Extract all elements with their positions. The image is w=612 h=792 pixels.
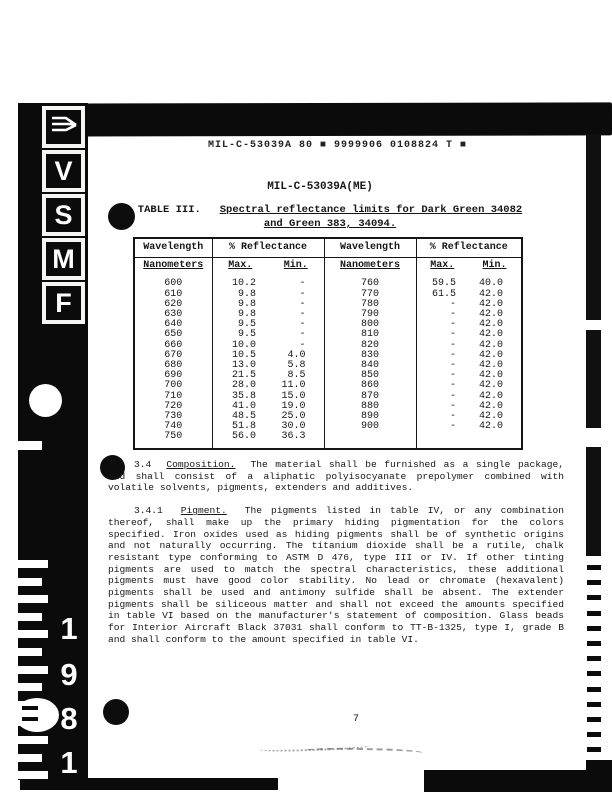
table-row	[134, 290, 522, 300]
body-paragraphs	[108, 459, 564, 657]
table-cell: 4.0	[268, 351, 324, 361]
table-row	[134, 320, 522, 330]
table-cell: 42.0	[479, 400, 504, 412]
table-cell: 42.0	[479, 319, 504, 331]
para-number: 3.4	[134, 459, 152, 470]
table-cell: 740	[134, 422, 212, 432]
table-cell: -	[268, 320, 324, 330]
table-cell: 21.5	[231, 370, 256, 382]
para-text: The material shall be furnished as a single package, and shall consist of a aliphatic polyisocyanate prepolymer combined with volatile solvents, pigments, extenders and additives.	[108, 459, 565, 494]
table-cell: 9.5	[237, 319, 256, 331]
table-cell: -	[268, 330, 324, 340]
film-bottom-band-right	[424, 770, 612, 792]
table-cell: -	[450, 349, 457, 361]
subheader-max-2: Max.	[430, 260, 455, 272]
table-cell: 42.0	[479, 380, 504, 392]
table-cell: -	[450, 411, 457, 423]
para-heading: Composition.	[166, 459, 236, 470]
table-header-row	[134, 238, 522, 258]
col-header-reflectance-1: % Reflectance	[212, 238, 324, 258]
film-notch	[18, 441, 42, 450]
page-number: 7	[352, 714, 359, 725]
table-cell: 610	[134, 290, 212, 300]
year-digit-8: 8	[60, 701, 78, 736]
table-cell: -	[450, 421, 457, 433]
paragraph-3-4-1	[108, 505, 564, 645]
film-top-band	[40, 102, 612, 136]
table-cell: 870	[324, 392, 416, 402]
table-cell: 890	[324, 412, 416, 422]
table-cell: -	[268, 276, 324, 289]
table-cell: 620	[134, 300, 212, 310]
para-heading: Pigment.	[180, 505, 227, 517]
table-cell: 10.5	[231, 349, 256, 361]
table-cell: -	[450, 390, 457, 402]
spectral-reflectance-table	[133, 237, 523, 450]
table-cell: 650	[134, 330, 212, 340]
table-cell: 630	[134, 310, 212, 320]
letter-f: F	[55, 287, 72, 318]
table-row	[134, 300, 522, 310]
table-cell: 680	[134, 361, 212, 371]
table-label: TABLE III.	[137, 204, 201, 216]
table-row	[134, 371, 522, 381]
table-cell: -	[268, 300, 324, 310]
year-digit-9: 9	[60, 657, 78, 692]
table-cell: 41.0	[231, 400, 256, 412]
table-cell: -	[450, 309, 457, 321]
table-cell: 11.0	[268, 381, 324, 391]
table-cell: 770	[324, 290, 416, 300]
table-cell: 840	[324, 361, 416, 371]
table-cell: 40.0	[479, 278, 504, 290]
letter-s: S	[54, 199, 73, 230]
table-cell: 710	[134, 392, 212, 402]
vsmf-sidebar	[18, 103, 88, 780]
table-cell: 42.0	[479, 390, 504, 402]
table-cell: 700	[134, 381, 212, 391]
table-cell: 850	[324, 371, 416, 381]
film-right-edge-segment	[586, 134, 601, 320]
subheader-min-2: Min.	[482, 260, 507, 272]
table-cell: 9.8	[237, 288, 256, 300]
year-digit-1: 1	[60, 611, 78, 646]
table-cell: 860	[324, 381, 416, 391]
table-cell: 51.8	[231, 421, 256, 433]
table-cell	[468, 432, 522, 448]
table-cell: 48.5	[231, 411, 256, 423]
table-cell: 760	[324, 276, 416, 289]
table-row	[134, 330, 522, 340]
table-cell: -	[450, 339, 457, 351]
table-row	[134, 341, 522, 351]
table-cell: 42.0	[479, 370, 504, 382]
table-cell: -	[268, 290, 324, 300]
table-cell: 9.8	[237, 309, 256, 321]
table-cell: 600	[134, 276, 212, 289]
table-row	[134, 361, 522, 371]
film-blob	[15, 698, 59, 732]
table-cell: 28.0	[231, 380, 256, 392]
scan-smudge	[302, 747, 424, 758]
table-cell: 10.2	[231, 278, 256, 290]
table-row	[134, 351, 522, 361]
table-row	[134, 402, 522, 412]
table-cell: 42.0	[479, 349, 504, 361]
table-cell: -	[450, 380, 457, 392]
punch-hole-dot	[103, 699, 129, 725]
table-cell: 9.8	[237, 298, 256, 310]
subheader-nanometers-1: Nanometers	[143, 260, 204, 272]
para-number: 3.4.1	[134, 505, 163, 517]
subheader-nanometers-2: Nanometers	[340, 260, 401, 272]
col-header-reflectance-2: % Reflectance	[416, 238, 522, 258]
table-row	[134, 412, 522, 422]
letter-m: M	[52, 243, 75, 274]
table-title-line2: and Green 383, 34094.	[263, 218, 397, 230]
table-cell: -	[450, 360, 457, 372]
table-cell: 30.0	[268, 422, 324, 432]
table-row	[134, 276, 522, 289]
table-cell: 56.0	[231, 431, 256, 443]
para-text: The pigments listed in table IV, or any combination thereof, shall make up the primary hiding pigmentation for the colors specified. Iron oxides used as hiding pigments shall be of synthetic origins and not naturally occurring. The titanium dioxide shall be a rutile, chalk resistant type conforming to ASTM D 476, type III or IV. If other tinting pigments are used to match the spectral characteristics, these additional pigments must have good color stability. No lead or chromate (hexavalent) pigments shall be used and antimony sulfide shall be absent. The extender pigments shall be siliceous matter and shall not exceed the amounts specified in table VI based on the manufacturer's statement of composition. Glass beads for Interior Aircraft Black 37031 shall conform to TT-B-1325, type I, grade B and shall conform to the amount specified in table VI.	[108, 505, 565, 645]
paragraph-3-4	[108, 459, 564, 494]
table-subheader-row	[134, 258, 522, 277]
table-row	[134, 422, 522, 432]
table-cell: 8.5	[268, 371, 324, 381]
table-cell: 9.5	[237, 329, 256, 341]
table-cell: 42.0	[479, 298, 504, 310]
table-row	[134, 432, 522, 448]
table-row	[134, 381, 522, 391]
vsmf-letter-box-m	[42, 238, 85, 280]
table-row	[134, 310, 522, 320]
year-digit-1b: 1	[60, 745, 78, 780]
table-cell: 670	[134, 351, 212, 361]
table-cell: 13.0	[231, 360, 256, 372]
table-cell: 690	[134, 371, 212, 381]
table-cell: 750	[134, 432, 212, 448]
table-cell: 880	[324, 402, 416, 412]
table-cell: -	[450, 329, 457, 341]
table-cell: 900	[324, 422, 416, 432]
table-cell: 730	[134, 412, 212, 422]
table-cell: 19.0	[268, 402, 324, 412]
film-right-edge-segment	[586, 447, 601, 556]
table-cell: 42.0	[479, 309, 504, 321]
vsmf-arrow-logo-icon	[47, 109, 80, 146]
table-cell: 5.8	[268, 361, 324, 371]
table-cell: 61.5	[432, 288, 457, 300]
table-cell: -	[450, 319, 457, 331]
vsmf-letter-box-f	[42, 282, 85, 324]
table-cell: -	[450, 298, 457, 310]
subheader-min-1: Min.	[283, 260, 308, 272]
table-cell: 42.0	[479, 339, 504, 351]
vsmf-letter-box-v	[42, 150, 85, 192]
table-row	[134, 392, 522, 402]
microfilm-header-line: MIL-C-53039A 80 ■ 9999906 0108824 T ■	[208, 140, 468, 151]
table-cell: 10.0	[231, 339, 256, 351]
table-cell: 640	[134, 320, 212, 330]
table-cell: 820	[324, 341, 416, 351]
table-title-line1: Spectral reflectance limits for Dark Green 34082	[219, 204, 523, 216]
table-cell: 790	[324, 310, 416, 320]
vsmf-logo-box	[42, 106, 85, 148]
table-cell: -	[450, 370, 457, 382]
table-cell	[324, 432, 416, 448]
table-cell: 36.3	[268, 432, 324, 448]
table-cell: 42.0	[479, 411, 504, 423]
letter-v: V	[54, 155, 73, 186]
col-header-wavelength-1: Wavelength	[134, 238, 212, 258]
subheader-max-1: Max.	[228, 260, 253, 272]
table-cell: 830	[324, 351, 416, 361]
film-sprocket-hole	[29, 384, 62, 417]
table-caption	[110, 203, 550, 231]
table-cell: 780	[324, 300, 416, 310]
table-cell: 660	[134, 341, 212, 351]
table-cell: 42.0	[479, 288, 504, 300]
table-cell: 59.5	[432, 278, 457, 290]
table-cell: 42.0	[479, 329, 504, 341]
table-cell: 810	[324, 330, 416, 340]
table-cell: 15.0	[268, 392, 324, 402]
table-cell: 42.0	[479, 360, 504, 372]
film-right-edge-segment	[586, 330, 601, 428]
table-cell: 35.8	[231, 390, 256, 402]
vsmf-letter-box-s	[42, 194, 85, 236]
table-cell: 42.0	[479, 421, 504, 433]
table-cell: -	[268, 341, 324, 351]
table-cell	[416, 432, 468, 448]
table-cell: 720	[134, 402, 212, 412]
table-cell: 800	[324, 320, 416, 330]
col-header-wavelength-2: Wavelength	[324, 238, 416, 258]
document-id: MIL-C-53039A(ME)	[267, 181, 373, 193]
table-cell: -	[268, 310, 324, 320]
table-cell: -	[450, 400, 457, 412]
table-cell: 25.0	[268, 412, 324, 422]
